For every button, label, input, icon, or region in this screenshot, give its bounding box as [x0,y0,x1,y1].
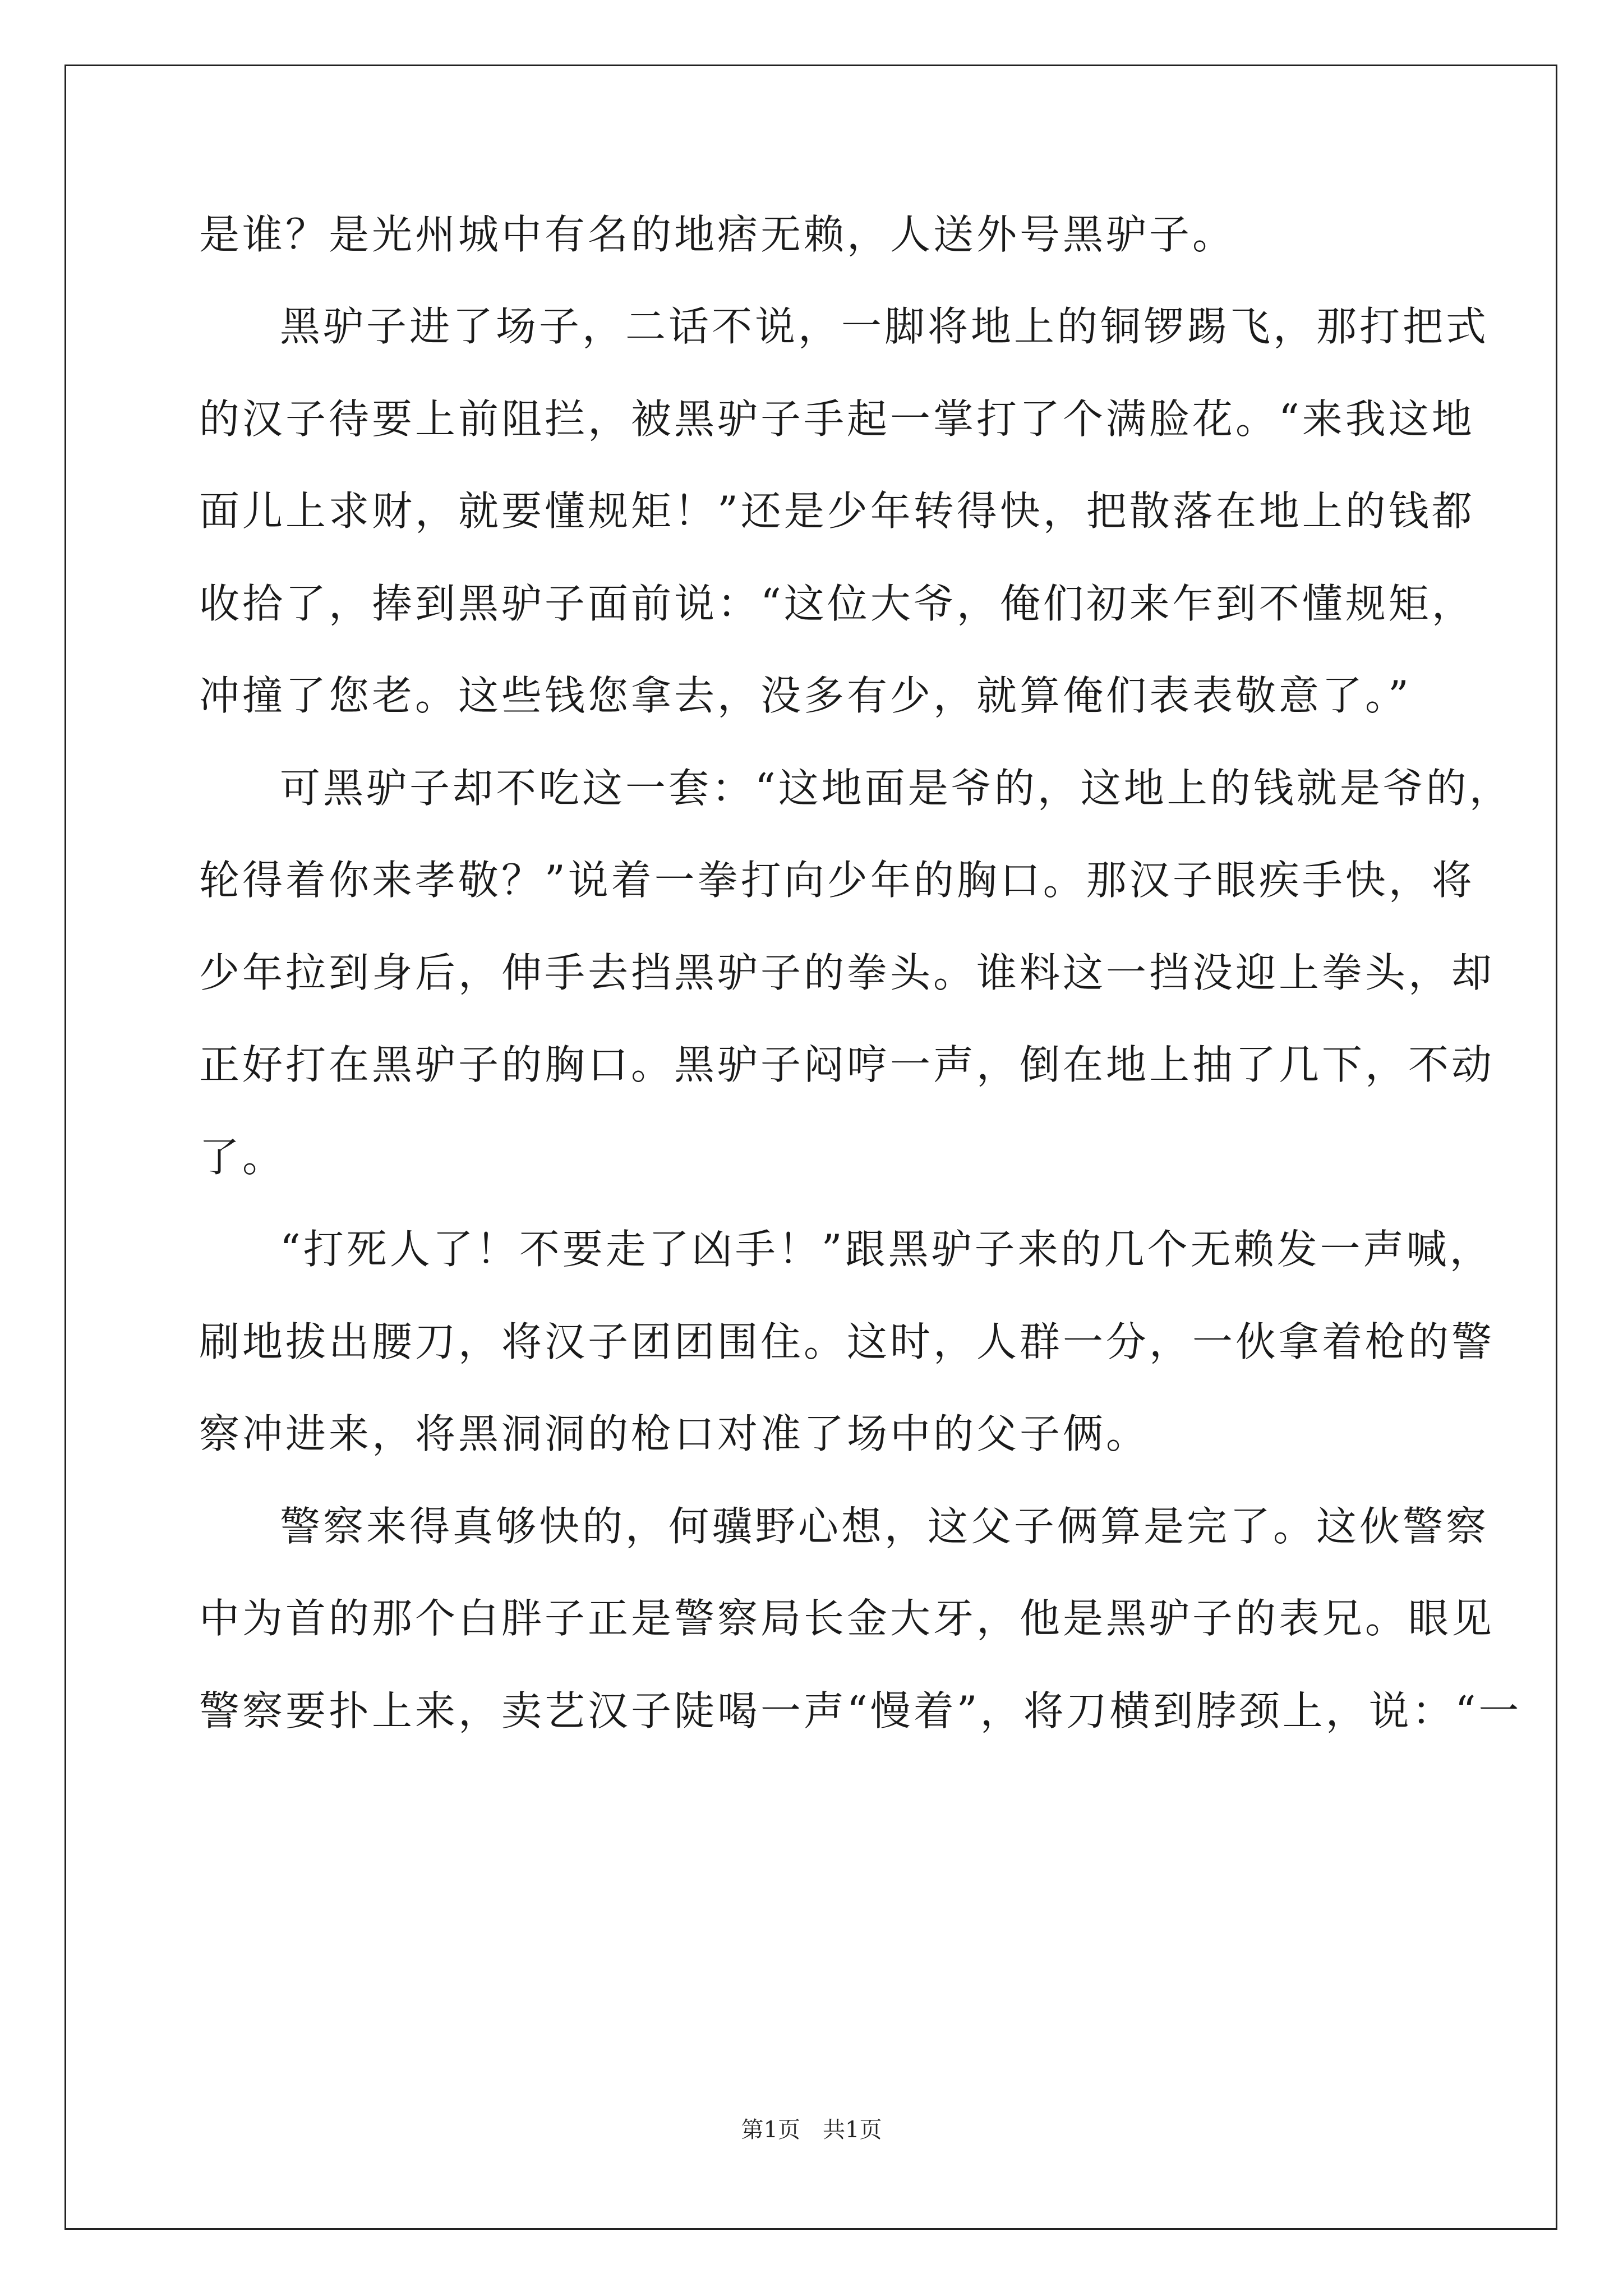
paragraph-start-line: 黑驴子进了场子，二话不说，一脚将地上的铜锣踢飞，那打把式 [280,303,1490,350]
paragraph-start-line: 可黑驴子却不吃这一套：“这地面是爷的，这地上的钱就是爷的， [280,765,1513,812]
text-line: 轮得着你来孝敬？”说着一拳打向少年的胸口。那汉子眼疾手快，将 [199,857,1475,904]
text-line: 是谁？是光州城中有名的地痞无赖，人送外号黑驴子。 [199,211,1236,258]
paragraph-start-line: “打死人了！不要走了凶手！”跟黑驴子来的几个无赖发一声喊， [280,1226,1493,1273]
text-line: 面儿上求财，就要懂规矩！”还是少年转得快，把散落在地上的钱都 [199,487,1475,535]
text-line: 了。 [199,1134,286,1181]
text-line: 冲撞了您老。这些钱您拿去，没多有少，就算俺们表表敬意了。” [199,672,1412,719]
paragraph-start-line: 警察来得真够快的，何骥野心想，这父子俩算是完了。这伙警察 [280,1503,1490,1550]
text-line: 警察要扑上来，卖艺汉子陡喝一声“慢着”，将刀横到脖颈上，说：“一 [199,1687,1522,1734]
text-line: 察冲进来，将黑洞洞的枪口对准了场中的父子俩。 [199,1410,1150,1457]
text-line: 刷地拔出腰刀，将汉子团团围住。这时，人群一分，一伙拿着枪的警 [199,1318,1495,1365]
text-line: 收拾了，捧到黑驴子面前说：“这位大爷，俺们初来乍到不懂规矩， [199,580,1475,627]
text-line: 中为首的那个白胖子正是警察局长金大牙，他是黑驴子的表兄。眼见 [199,1595,1495,1642]
text-line: 少年拉到身后，伸手去挡黑驴子的拳头。谁料这一挡没迎上拳头，却 [199,949,1495,996]
page-number-footer: 第1页 共1页 [741,2117,882,2143]
text-line: 正好打在黑驴子的胸口。黑驴子闷哼一声，倒在地上抽了几下，不动 [199,1041,1495,1088]
text-line: 的汉子待要上前阻拦，被黑驴子手起一掌打了个满脸花。“来我这地 [199,395,1475,443]
